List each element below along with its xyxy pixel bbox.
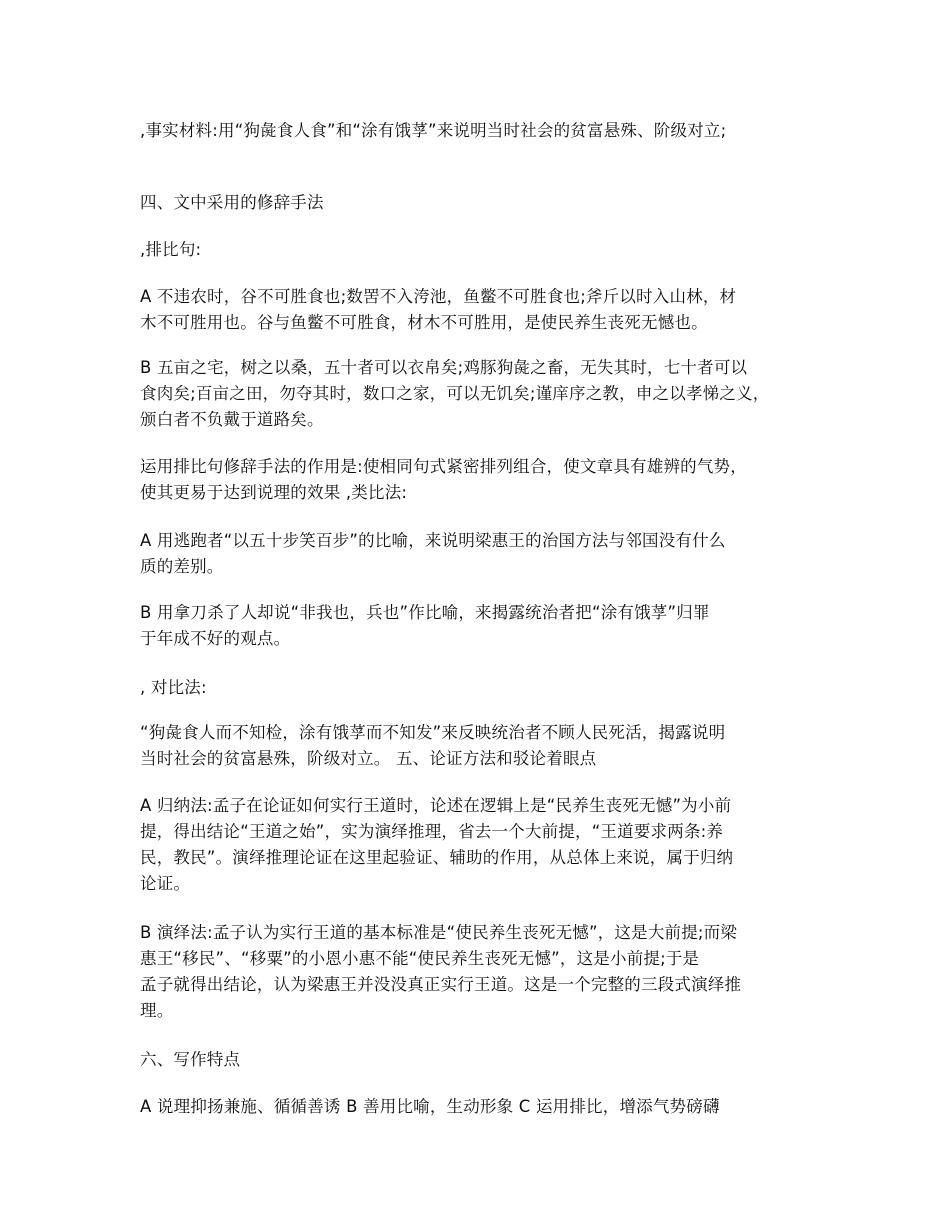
text-line: 木不可胜用也。谷与鱼鳖不可胜食，材木不可胜用，是使民养生丧死无憾也。 [140, 313, 708, 332]
paragraph-parallelism-label [140, 237, 830, 263]
text-line: 使其更易于达到说理的效果 ,类比法: [140, 483, 408, 502]
text-line: A 不违农时，谷不可胜食也;数罟不入洿池，鱼鳖不可胜食也;斧斤以时入山林，材 [140, 287, 737, 306]
paragraph-deduction [140, 920, 830, 1024]
text-line: 惠王“移民”、“移粟”的小恩小惠不能“使民养生丧死无憾”，这是小前提;于是 [140, 949, 700, 968]
text-line: 理。 [140, 1001, 174, 1020]
text-line: 运用排比句修辞手法的作用是:使相同句式紧密排列组合，使文章具有雄辨的气势， [140, 457, 747, 476]
text-line: A 说理抑扬兼施、循循善诱 B 善用比喻，生动形象 C 运用排比，增添气势磅礴 [140, 1097, 720, 1116]
paragraph-contrast [140, 720, 830, 772]
text-line: “狗彘食人而不知检，涂有饿莩而不知发”来反映统治者不顾人民死活，揭露说明 [140, 723, 726, 742]
text-line: A 用逃跑者“以五十步笑百步”的比喻，来说明梁惠王的治国方法与邻国没有什么 [140, 531, 726, 550]
paragraph-parallelism-b [140, 355, 830, 433]
text-line: ,事实材料:用“狗彘食人食”和“涂有饿莩”来说明当时社会的贫富悬殊、阶级对立; [140, 121, 727, 140]
text-line: ,排比句: [140, 240, 202, 259]
text-line: B 演绎法:孟子认为实行王道的基本标准是“使民养生丧死无憾”，这是大前提;而梁 [140, 923, 738, 942]
text-line: B 五亩之宅，树之以桑，五十者可以衣帛矣;鸡豚狗彘之畜，无失其时，七十者可以 [140, 358, 748, 377]
text-line: 提，得出结论“王道之始”，实为演绎推理，省去一个大前提，“王道要求两条:养 [140, 822, 724, 841]
text-line: 孟子就得出结论，认为梁惠王并没没真正实行王道。这是一个完整的三段式演绎推 [140, 975, 742, 994]
text-line: A 归纳法:孟子在论证如何实行王道时，论述在逻辑上是“民养生丧死无憾”为小前 [140, 796, 732, 815]
text-line: 当时社会的贫富悬殊，阶级对立。 五、论证方法和驳论着眼点 [140, 749, 597, 768]
paragraph-parallelism-a [140, 284, 830, 336]
section-heading-writing-features [140, 1047, 830, 1073]
paragraph-induction [140, 793, 830, 897]
paragraph-analogy-a [140, 528, 830, 580]
text-line: 于年成不好的观点。 [140, 629, 291, 648]
paragraph-analogy-b [140, 600, 830, 652]
paragraph-contrast-label [140, 675, 830, 701]
text-line: 食肉矣;百亩之田，勿夺其时，数口之家，可以无饥矣;谨庠序之教，申之以孝悌之义， [140, 384, 770, 403]
text-line: , 对比法: [140, 678, 207, 697]
text-line: 颁白者不负戴于道路矣。 [140, 410, 324, 429]
text-line: B 用拿刀杀了人却说“非我也，兵也”作比喻，来揭露统治者把“涂有饿莩”归罪 [140, 603, 710, 622]
paragraph-parallelism-effect [140, 454, 830, 506]
section-heading-rhetoric [140, 190, 830, 216]
text-line: 论证。 [140, 874, 191, 893]
text-line: 质的差别。 [140, 557, 224, 576]
text-line: 民，教民”。演绎推理论证在这里起验证、辅助的作用，从总体上来说，属于归纳 [140, 848, 734, 867]
heading-text: 六、写作特点 [140, 1050, 241, 1069]
paragraph-facts [140, 118, 830, 144]
heading-text: 四、文中采用的修辞手法 [140, 193, 324, 212]
paragraph-writing-features [140, 1094, 830, 1120]
